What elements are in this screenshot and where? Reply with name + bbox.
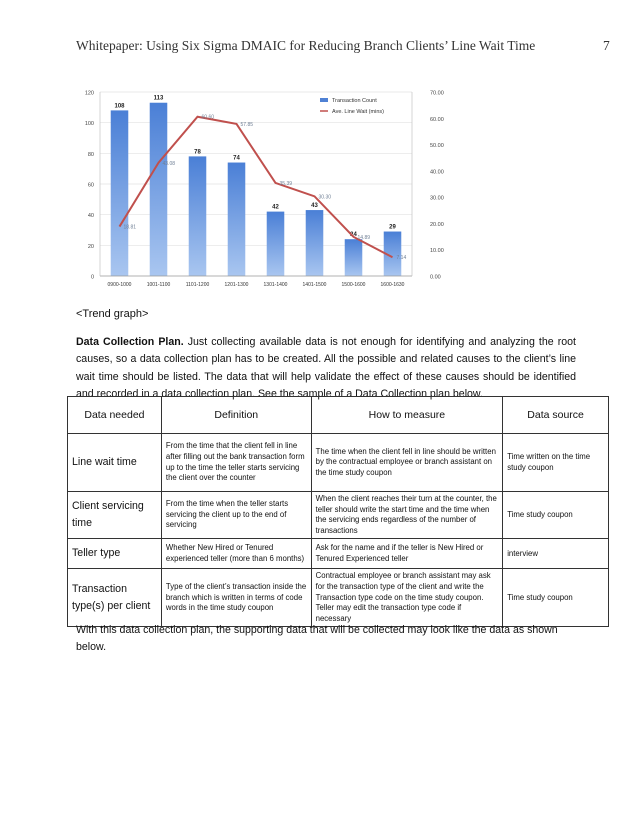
bar-series	[111, 103, 402, 276]
line-value-label: 57.85	[240, 121, 254, 128]
x-tick-label: 1500-1600	[341, 282, 366, 288]
y2-tick-label: 40.00	[430, 169, 444, 176]
table-row	[68, 569, 609, 627]
x-tick-label: 1101-1200	[185, 282, 210, 288]
bar-value-label: 108	[114, 103, 125, 110]
cell-data-source: interview	[503, 539, 609, 569]
cell-data-source: Time study coupon	[503, 569, 609, 627]
line-value-label: 7.14	[396, 255, 407, 262]
y-tick-label: 80	[87, 151, 94, 158]
bar-value-label: 29	[389, 224, 396, 231]
header-definition: Definition	[161, 397, 311, 434]
bar-value-label: 78	[194, 149, 201, 156]
bar	[189, 156, 207, 276]
bar-value-label: 113	[153, 95, 164, 102]
x-tick-label: 1401-1500	[302, 282, 327, 288]
legend-label: Transaction Count	[332, 98, 377, 104]
cell-definition: Type of the client’s transaction inside the branch which is written in terms of code words in the time study coupon	[161, 569, 311, 627]
legend-swatch-bar	[320, 98, 328, 102]
bar	[228, 163, 246, 276]
bar-value-label: 74	[233, 155, 240, 162]
header-data-needed: Data needed	[68, 397, 162, 434]
x-tick-label: 1201-1300	[224, 282, 249, 288]
table-row	[68, 434, 609, 492]
cell-definition: Whether New Hired or Tenured experienced teller (more than 6 months)	[161, 539, 311, 569]
y2-tick-label: 0.00	[430, 274, 441, 281]
cell-data-needed: Client servicing time	[68, 492, 162, 539]
line-value-label: 18.81	[123, 224, 137, 231]
line-value-label: 60.60	[201, 114, 215, 121]
table-row	[68, 492, 609, 539]
bar-value-label: 42	[272, 204, 279, 211]
y2-tick-label: 70.00	[430, 90, 444, 97]
table-header-row	[68, 397, 609, 434]
closing-paragraph: With this data collection plan, the supporting data that will be collected may look like the data as shown below.	[76, 624, 558, 654]
y2-tick-label: 50.00	[430, 143, 444, 150]
x-tick-label: 1301-1400	[263, 282, 288, 288]
header-data-source: Data source	[503, 397, 609, 434]
y-tick-label: 40	[87, 213, 94, 220]
line-value-label: 14.89	[357, 234, 371, 241]
x-tick-label: 1600-1630	[380, 282, 405, 288]
cell-how-to-measure: Contractual employee or branch assistant may ask for the transaction type of the client and write the Transaction type code on the time study coupon. Teller may edit the transaction type code if necessary	[311, 569, 503, 627]
bar-value-label: 43	[311, 203, 318, 210]
cell-data-needed: Transaction type(s) per client	[68, 569, 162, 627]
cell-how-to-measure: The time when the client fell in line should be written by the contractual employee or branch assistant on the time study coupon	[311, 434, 503, 492]
cell-data-needed: Teller type	[68, 539, 162, 569]
y-tick-label: 120	[84, 90, 94, 97]
trend-chart	[68, 78, 448, 298]
bar	[111, 110, 129, 276]
page-number: 7	[603, 38, 610, 53]
line-value-label: 30.30	[318, 194, 332, 201]
cell-definition: From the time when the teller starts servicing the client up to the end of servicing	[161, 492, 311, 539]
chart-legend	[320, 98, 384, 115]
data-collection-plan-table	[67, 396, 609, 627]
line-value-label: 43.08	[162, 160, 176, 167]
bar	[267, 212, 285, 276]
table-row	[68, 539, 609, 569]
header-title: Whitepaper: Using Six Sigma DMAIC for Reducing Branch Clients’ Line Wait Time	[76, 38, 536, 53]
cell-definition: From the time that the client fell in line after filling out the bank transaction form up to the time the teller starts servicing the client over the counter	[161, 434, 311, 492]
y2-tick-label: 10.00	[430, 248, 444, 255]
bar	[306, 210, 324, 276]
bar-value-label: 24	[350, 232, 357, 239]
chart-grid	[100, 92, 412, 245]
legend-label: Ave. Line Wait (mins)	[332, 109, 384, 115]
bar	[150, 103, 168, 276]
cell-data-source: Time study coupon	[503, 492, 609, 539]
y2-tick-label: 30.00	[430, 195, 444, 202]
y2-tick-label: 20.00	[430, 221, 444, 228]
chart-caption: <Trend graph>	[76, 308, 149, 320]
x-tick-label: 1001-1100	[146, 282, 171, 288]
y-tick-label: 100	[84, 121, 94, 128]
y2-tick-label: 60.00	[430, 116, 444, 123]
y-tick-label: 0	[90, 274, 94, 281]
y-tick-label: 20	[87, 243, 94, 250]
cell-how-to-measure: When the client reaches their turn at the counter, the teller should write the start time and the time when the servicing ends regardless of the number of transactions	[311, 492, 503, 539]
x-tick-label: 0900-1000	[107, 282, 132, 288]
bar	[345, 239, 363, 276]
intro-paragraph	[76, 334, 576, 403]
cell-how-to-measure: Ask for the name and if the teller is New Hired or Tenured Experienced teller	[311, 539, 503, 569]
section-heading: Data Collection Plan.	[76, 336, 184, 348]
cell-data-needed: Line wait time	[68, 434, 162, 492]
cell-data-source: Time written on the time study coupon	[503, 434, 609, 492]
header-how-to-measure: How to measure	[311, 397, 503, 434]
line-value-label: 35.39	[279, 180, 293, 187]
intro-text: Just collecting available data is not enough for identifying and analyzing the root causes, so a data collection plan has to be created. All the possible and related causes to the client’s line wait time should be listed. The data that will help validate the effect of these causes should be identified and recorded in a data collection plan. See the sample of a Data Collection plan below.	[76, 336, 576, 400]
y-tick-label: 60	[87, 182, 94, 189]
